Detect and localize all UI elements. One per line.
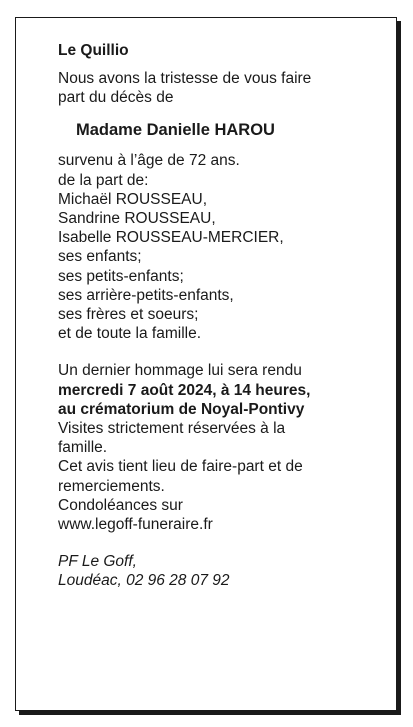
- obituary-notice: [15, 17, 397, 711]
- family-line: Michaël ROUSSEAU,: [58, 190, 208, 208]
- website-text: www.legoff-funeraire.fr: [58, 516, 213, 534]
- ceremony-info: [58, 361, 371, 534]
- intro-line: part du décès de: [58, 89, 174, 107]
- intro-text: [58, 69, 371, 107]
- ceremony-detail: remerciements.: [58, 477, 165, 495]
- family-line: Sandrine ROUSSEAU,: [58, 210, 216, 228]
- family-line: de la part de:: [58, 171, 149, 189]
- funeral-home-signature: [58, 552, 371, 590]
- ceremony-detail: Cet avis tient lieu de faire-part et de: [58, 458, 303, 476]
- ceremony-detail: Condoléances sur: [58, 496, 183, 514]
- ceremony-detail: famille.: [58, 439, 108, 457]
- family-line: Isabelle ROUSSEAU-MERCIER,: [58, 229, 284, 247]
- ceremony-intro: Un dernier hommage lui sera rendu: [58, 362, 302, 380]
- funeral-home-name: PF Le Goff,: [58, 553, 137, 571]
- funeral-home-contact: Loudéac, 02 96 28 07 92: [58, 572, 230, 590]
- intro-line: Nous avons la tristesse de vous faire: [58, 70, 312, 87]
- family-line: ses enfants;: [58, 248, 142, 266]
- ceremony-detail: Visites strictement réservées à la: [58, 420, 286, 438]
- town-heading: Le Quillio: [58, 42, 129, 59]
- family-line: ses arrière-petits-enfants,: [58, 286, 234, 304]
- family-line: et de toute la famille.: [58, 325, 202, 343]
- family-line: ses petits-enfants;: [58, 267, 184, 285]
- ceremony-location: au crématorium de Noyal-Pontivy: [58, 400, 305, 418]
- ceremony-date: mercredi 7 août 2024, à 14 heures,: [58, 381, 311, 399]
- spacer: [58, 343, 371, 361]
- deceased-name: Madame Danielle HAROU: [76, 121, 275, 140]
- family-line: ses frères et soeurs;: [58, 306, 199, 324]
- family-list: [58, 151, 371, 343]
- family-line: survenu à l’âge de 72 ans.: [58, 152, 240, 170]
